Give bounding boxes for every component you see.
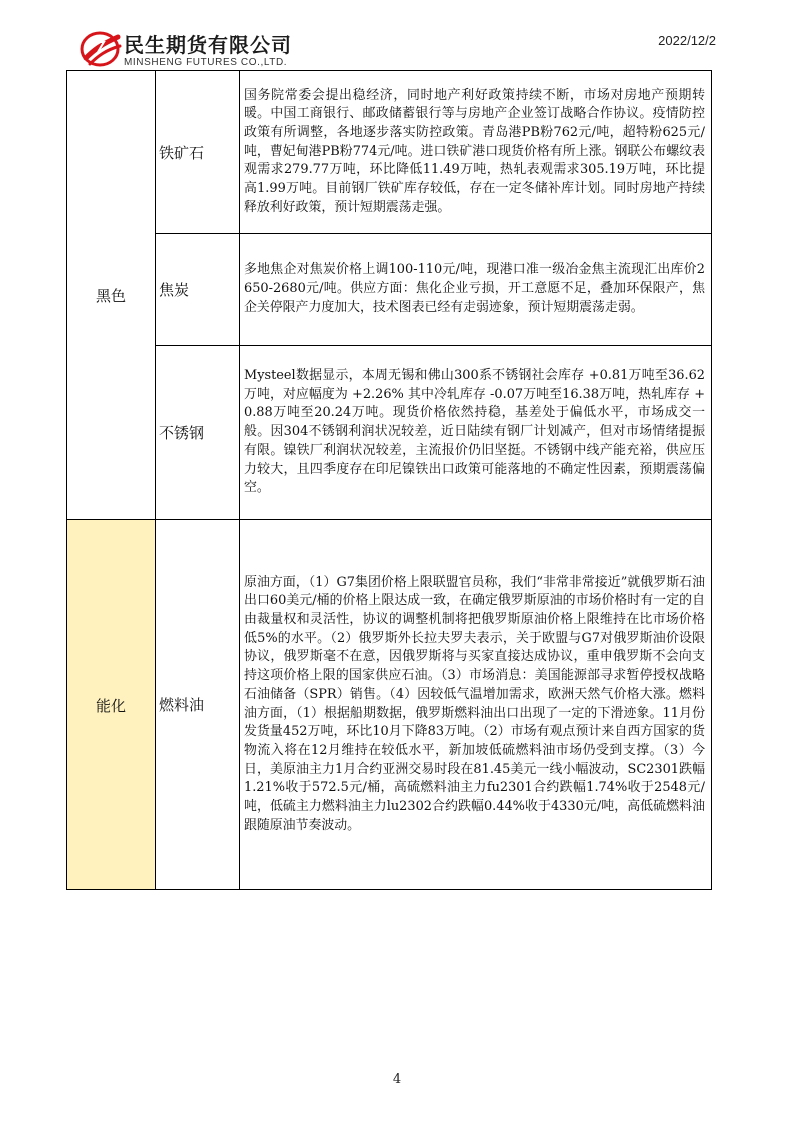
category-cell-black [67, 71, 156, 520]
commentary-text: 原油方面，（1）G7集团价格上限联盟官员称，我们“非常非常接近”就俄罗斯石油出口60美元/桶的价格上限达成一致，在确定俄罗斯原油的市场价格时有一定的自由裁量权和灵活性，协议的调整机制将把俄罗斯原油价格上限维持在比市场价格低5%的水平。（2）俄罗斯外长拉夫罗夫表示，关于欧盟与G7对俄罗斯油价设限协议，俄罗斯毫不在意，因俄罗斯将与买家直接达成协议，重申俄罗斯不会向支持这项价格上限的国家供应石油。（3）市场消息：美国能源部寻求暂停授权战略石油储备（SPR）销售。（4）因较低气温增加需求，欧洲天然气价格大涨。燃料油方面，（1）根据船期数据，俄罗斯燃料油出口出现了一定的下滑迹象。11月份发货量452万吨，环比10月下降83万吨。（2）市场有观点预计来自西方国家的货物流入将在12月维持在较低水平，新加坡低硫燃料油市场仍受到支撑。（3）今日，美原油主力1月合约亚洲交易时段在81.45美元一线小幅波动，SC2301跌幅1.21%收于572.5元/桶，高硫燃料油主力fu2301合约跌幅1.74%收于2548元/吨，低硫主力燃料油主力lu2302合约跌幅0.44%收于4330元/吨，高低硫燃料油跟随原油节奏波动。 [244, 574, 705, 833]
commodity-name-cell [156, 346, 240, 520]
commentary-cell [240, 346, 712, 520]
commodity-name: 铁矿石 [159, 143, 205, 162]
table-row [67, 520, 712, 890]
company-name-cn: 民生期货有限公司 [124, 33, 292, 57]
category-label: 能化 [95, 696, 126, 715]
category-label: 黑色 [95, 286, 126, 305]
report-date: 2022/12/2 [658, 33, 716, 48]
commentary-text: 国务院常委会提出稳经济，同时地产利好政策持续不断，市场对房地产预期转暖。中国工商银行、邮政储蓄银行等与房地产企业签订战略合作协议。疫情防控政策有所调整，各地逐步落实防控政策。青岛港PB粉762元/吨，超特粉625元/吨，曹妃甸港PB粉774元/吨。进口铁矿港口现货价格有所上涨。钢联公布螺纹表观需求279.77万吨，环比降低11.49万吨，热轧表观需求305.19万吨，环比提高1.99万吨。目前钢厂铁矿库存较低，存在一定冬储补库计划。同时房地产持续释放利好政策，预计短期震荡走强。 [244, 87, 705, 215]
commentary-cell [240, 71, 712, 234]
category-cell-energy [67, 520, 156, 890]
commentary-text: 多地焦企对焦炭价格上调100-110元/吨，现港口准一级冶金焦主流现汇出库价2650-2680元/吨。供应方面：焦化企业亏损，开工意愿不足，叠加环保限产，焦企关停限产力度加大，技术图表已经有走弱迹象，预计短期震荡走弱。 [244, 262, 705, 315]
table-row [67, 234, 712, 346]
company-name-en: MINSHENG FUTURES CO.,LTD. [124, 57, 288, 68]
commodity-name: 燃料油 [159, 696, 205, 714]
table-row [67, 71, 712, 234]
page-number: 4 [392, 1072, 402, 1087]
commodity-name-cell [156, 520, 240, 890]
commodity-commentary-table [66, 70, 712, 890]
commentary-cell [240, 520, 712, 890]
commodity-name-cell [156, 71, 240, 234]
commentary-text: Mysteel数据显示，本周无锡和佛山300系不锈钢社会库存 +0.81万吨至36.62万吨，对应幅度为 +2.26% 其中冷轧库存 -0.07万吨至16.38万吨，热轧库存 +0.88万吨至20.24万吨。现货价格依然持稳，基差处于偏低水平，市场成交一般。因304不锈钢利润状况较差，近日陆续有钢厂计划减产，但对市场情绪提振有限。镍铁厂利润状况较差，主流报价仍旧坚挺。不锈钢中线产能充裕，供应压力较大，且四季度存在印尼镍铁出口政策可能落地的不确定性因素，预期震荡偏空。 [244, 368, 705, 496]
commodity-name: 不锈钢 [159, 424, 205, 442]
commodity-name-cell [156, 234, 240, 346]
commodity-name: 焦炭 [159, 281, 190, 299]
minsheng-logo-icon [80, 28, 122, 68]
table-row [67, 346, 712, 520]
commentary-cell [240, 234, 712, 346]
company-logo [80, 28, 320, 72]
